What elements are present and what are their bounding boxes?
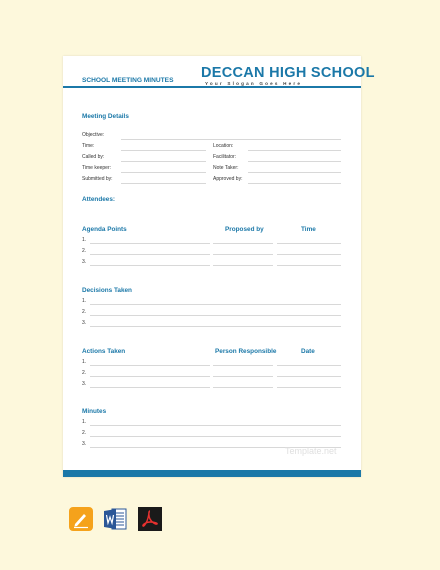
attendees-heading: Attendees:: [82, 196, 116, 203]
action-row-1-person[interactable]: [213, 365, 273, 366]
agenda-row-2-proposed-by[interactable]: [213, 254, 273, 255]
agenda-time-header: Time: [301, 226, 316, 233]
agenda-row-1-point[interactable]: [90, 243, 210, 244]
minutes-row-number: 2.: [82, 430, 87, 436]
submitted-by-field[interactable]: [121, 183, 206, 184]
time-keeper-label: Time keeper:: [82, 165, 111, 171]
agenda-row-3-point[interactable]: [90, 265, 210, 266]
agenda-row-1-proposed-by[interactable]: [213, 243, 273, 244]
called-by-field[interactable]: [121, 161, 206, 162]
location-label: Location:: [213, 143, 234, 149]
agenda-row-number: 2.: [82, 248, 87, 254]
decisions-heading: Decisions Taken: [82, 287, 132, 294]
agenda-row-number: 3.: [82, 259, 87, 265]
document-title: SCHOOL MEETING MINUTES: [82, 77, 174, 84]
action-row-2-date[interactable]: [277, 376, 341, 377]
decisions-row-number: 1.: [82, 298, 87, 304]
document-page: [63, 56, 375, 477]
agenda-row-1-time[interactable]: [277, 243, 341, 244]
action-row-2-person[interactable]: [213, 376, 273, 377]
approved-by-field[interactable]: [248, 183, 341, 184]
minutes-row-number: 1.: [82, 419, 87, 425]
school-name: DECCAN HIGH SCHOOL: [201, 65, 375, 81]
minutes-row-2-field[interactable]: [90, 436, 341, 437]
facilitator-label: Facilitator:: [213, 154, 237, 160]
agenda-row-number: 1.: [82, 237, 87, 243]
time-field[interactable]: [121, 150, 206, 151]
note-taker-label: Note Taker:: [213, 165, 239, 171]
agenda-row-2-point[interactable]: [90, 254, 210, 255]
action-row-3-action[interactable]: [90, 387, 210, 388]
actions-row-number: 1.: [82, 359, 87, 365]
action-row-1-action[interactable]: [90, 365, 210, 366]
action-row-1-date[interactable]: [277, 365, 341, 366]
decision-row-1-field[interactable]: [90, 304, 341, 305]
agenda-heading: Agenda Points: [82, 226, 127, 233]
minutes-heading: Minutes: [82, 408, 107, 415]
actions-row-number: 3.: [82, 381, 87, 387]
meeting-details-heading: Meeting Details: [82, 113, 129, 120]
word-icon[interactable]: [103, 507, 127, 531]
called-by-label: Called by:: [82, 154, 105, 160]
objective-label: Objective:: [82, 132, 105, 138]
actions-date-header: Date: [301, 348, 315, 355]
actions-heading: Actions Taken: [82, 348, 126, 355]
agenda-proposed-by-header: Proposed by: [225, 226, 264, 233]
minutes-row-number: 3.: [82, 441, 87, 447]
decision-row-3-field[interactable]: [90, 326, 341, 327]
school-slogan: Your Slogan Goes Here: [205, 81, 303, 86]
submitted-by-label: Submitted by:: [82, 176, 113, 182]
actions-row-number: 2.: [82, 370, 87, 376]
action-row-3-person[interactable]: [213, 387, 273, 388]
facilitator-field[interactable]: [248, 161, 341, 162]
approved-by-label: Approved by:: [213, 176, 243, 182]
action-row-2-action[interactable]: [90, 376, 210, 377]
pdf-icon[interactable]: [138, 507, 162, 531]
footer-bar: [63, 470, 361, 477]
decisions-row-number: 2.: [82, 309, 87, 315]
agenda-row-2-time[interactable]: [277, 254, 341, 255]
decision-row-2-field[interactable]: [90, 315, 341, 316]
time-label: Time:: [82, 143, 95, 149]
action-row-3-date[interactable]: [277, 387, 341, 388]
pages-icon[interactable]: [69, 507, 93, 531]
location-field[interactable]: [248, 150, 341, 151]
time-keeper-field[interactable]: [121, 172, 206, 173]
agenda-row-3-time[interactable]: [277, 265, 341, 266]
actions-person-responsible-header: Person Responsible: [215, 348, 277, 355]
title-divider: [63, 86, 361, 88]
decisions-row-number: 3.: [82, 320, 87, 326]
minutes-row-1-field[interactable]: [90, 425, 341, 426]
note-taker-field[interactable]: [248, 172, 341, 173]
objective-field[interactable]: [121, 139, 341, 140]
watermark: Template.net: [285, 446, 337, 456]
agenda-row-3-proposed-by[interactable]: [213, 265, 273, 266]
